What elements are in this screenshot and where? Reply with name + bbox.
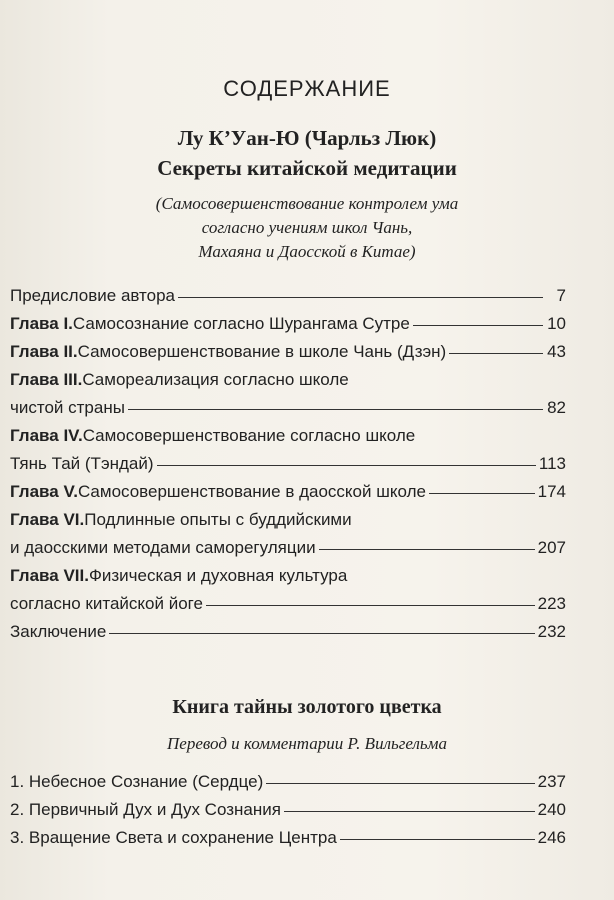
part2-subtitle: Перевод и комментарии Р. Вильгельма <box>167 734 447 753</box>
toc-entry-text: Самосознание согласно Шурангама Сутре <box>72 314 410 333</box>
toc-entry-first-line[interactable] <box>10 510 566 538</box>
toc-page-number: 232 <box>537 622 566 641</box>
toc-entry-text: Самосовершенствование в даосской школе <box>77 482 426 501</box>
toc-entry[interactable] <box>10 314 566 342</box>
toc-page-number: 223 <box>537 594 566 613</box>
toc-entry-text: Самореализация согласно школе <box>82 370 349 389</box>
part2-title: Книга тайны золотого цветка <box>172 696 442 718</box>
toc-entry[interactable] <box>10 828 566 856</box>
part1-subtitle <box>0 192 614 264</box>
toc-page-number: 174 <box>537 482 566 501</box>
toc-chapter-label: Глава III. <box>10 370 83 389</box>
part1-title: Секреты китайской медитации <box>157 156 457 180</box>
dot-leader <box>413 325 543 326</box>
toc-page-number: 10 <box>547 314 566 333</box>
toc-chapter-label: Глава II. <box>10 342 78 361</box>
toc-page-number: 43 <box>547 342 566 361</box>
part1-subtitle-line: Махаяна и Даосской в Китае) <box>198 242 416 261</box>
part1-author: Лу К’Уан-Ю (Чарльз Люк) <box>177 126 437 150</box>
dot-leader <box>449 353 543 354</box>
toc-entry-text: 1. Небесное Сознание (Сердце) <box>10 772 264 791</box>
toc-chapter-label: Глава VII. <box>10 566 89 585</box>
toc-page-number: 7 <box>556 286 566 305</box>
toc-entry-continuation[interactable] <box>10 454 566 482</box>
toc-entry[interactable] <box>10 800 566 828</box>
toc-entry[interactable] <box>10 772 566 800</box>
toc-chapter-label: Глава V. <box>10 482 78 501</box>
part1-subtitle-line: согласно учениям школ Чань, <box>201 218 413 237</box>
part2-toc <box>10 772 566 856</box>
toc-entry-text: чистой страны <box>10 398 125 417</box>
toc-page-number: 207 <box>537 538 566 557</box>
dot-leader <box>178 297 543 298</box>
dot-leader <box>429 493 535 494</box>
toc-page-number: 113 <box>538 454 566 473</box>
toc-entry-continuation[interactable] <box>10 538 566 566</box>
toc-entry-text: согласно китайской йоге <box>10 594 203 613</box>
dot-leader <box>266 783 534 784</box>
dot-leader <box>319 549 535 550</box>
contents-heading: СОДЕРЖАНИЕ <box>223 76 391 101</box>
dot-leader <box>128 409 543 410</box>
toc-page-number: 246 <box>537 828 566 847</box>
toc-entry[interactable] <box>10 622 566 650</box>
toc-entry-text: 2. Первичный Дух и Дух Сознания <box>10 800 281 819</box>
toc-chapter-label: Глава IV. <box>10 426 83 445</box>
toc-entry[interactable] <box>10 482 566 510</box>
dot-leader <box>109 633 534 634</box>
toc-entry-text: Предисловие автора <box>10 286 176 305</box>
toc-entry[interactable] <box>10 286 566 314</box>
dot-leader <box>206 605 535 606</box>
toc-entry-text: Физическая и духовная культура <box>88 566 348 585</box>
toc-entry-continuation[interactable] <box>10 398 566 426</box>
toc-entry-text: Самосовершенствование в школе Чань (Дзэн) <box>77 342 447 361</box>
toc-chapter-label: Глава I. <box>10 314 73 333</box>
part1-toc <box>10 286 566 650</box>
toc-page-number: 240 <box>537 800 566 819</box>
toc-entry-continuation[interactable] <box>10 594 566 622</box>
toc-page-number: 237 <box>537 772 566 791</box>
toc-entry-first-line[interactable] <box>10 566 566 594</box>
toc-entry-text: Самосовершенствование согласно школе <box>82 426 416 445</box>
toc-entry-text: 3. Вращение Света и сохранение Центра <box>10 828 337 847</box>
toc-entry-text: Заключение <box>10 622 107 641</box>
toc-entry-text: Подлинные опыты с буддийскими <box>84 510 352 529</box>
dot-leader <box>340 839 535 840</box>
dot-leader <box>157 465 536 466</box>
toc-entry-text: Тянь Тай (Тэндай) <box>10 454 154 473</box>
toc-entry-text: и даосскими методами саморегуляции <box>10 538 316 557</box>
dot-leader <box>284 811 535 812</box>
toc-entry[interactable] <box>10 342 566 370</box>
toc-chapter-label: Глава VI. <box>10 510 85 529</box>
toc-entry-first-line[interactable] <box>10 370 566 398</box>
toc-entry-first-line[interactable] <box>10 426 566 454</box>
toc-page-number: 82 <box>547 398 566 417</box>
part1-subtitle-line: (Самосовершенствование контролем ума <box>155 194 459 213</box>
